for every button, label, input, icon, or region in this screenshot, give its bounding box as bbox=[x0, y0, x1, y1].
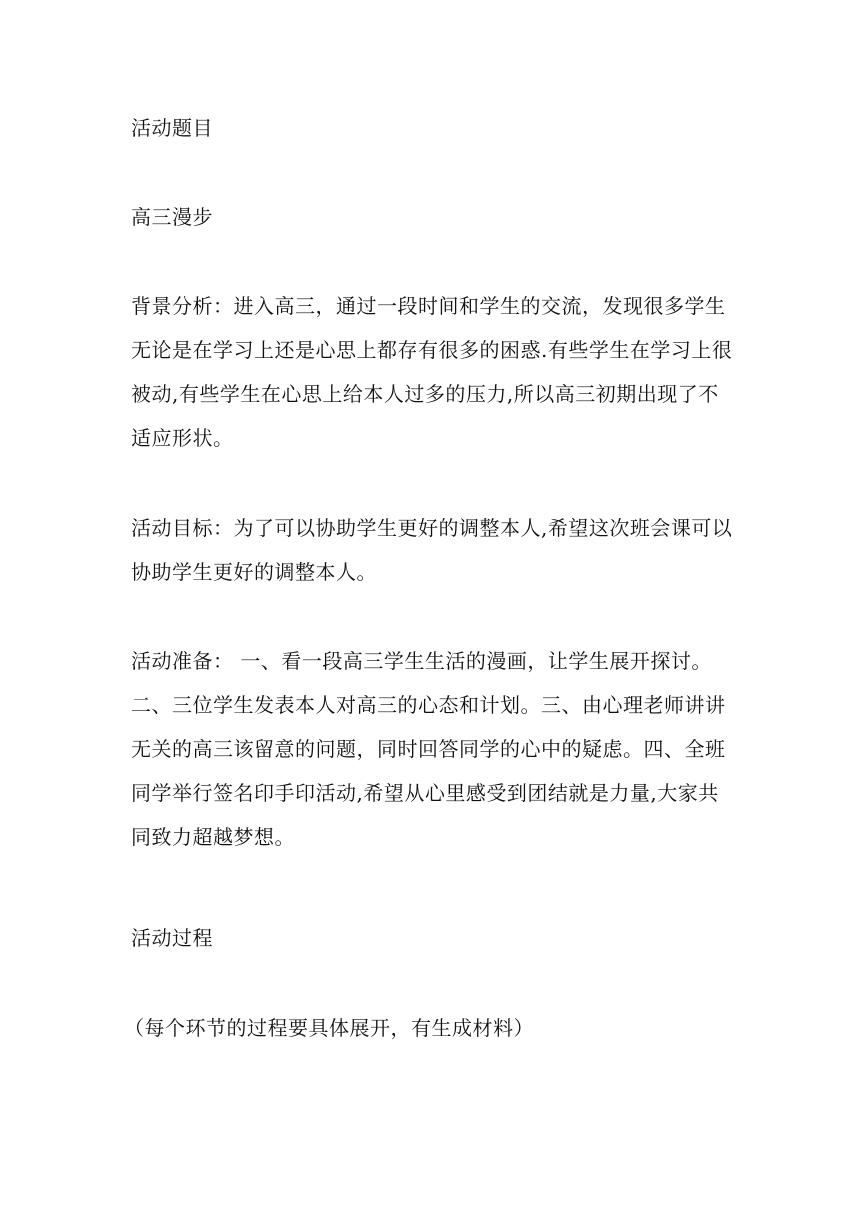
activity-subject: 高三漫步 bbox=[131, 205, 213, 229]
activity-preparation-paragraph: 活动准备： 一、看一段高三学生生活的漫画，让学生展开探讨。二、三位学生发表本人对高三的心态和计划。三、由心理老师讲讲无关的高三该留意的问题，同时回答同学的心中的疑虑。四、全班同学举行签名印手印活动,希望从心里感受到团结就是力量,大家共同致力超越梦想。 bbox=[131, 649, 726, 849]
background-analysis-paragraph: 背景分析：进入高三，通过一段时间和学生的交流，发现很多学生无论是在学习上还是心思上都存有很多的困惑.有些学生在学习上很被动,有些学生在心思上给本人过多的压力,所以高三初期出现了不适应形状。 bbox=[131, 294, 733, 450]
activity-goal-paragraph: 活动目标：为了可以协助学生更好的调整本人,希望这次班会课可以协助学生更好的调整本人。 bbox=[131, 516, 733, 584]
activity-process-heading: 活动过程 bbox=[131, 926, 213, 950]
activity-title-label: 活动题目 bbox=[131, 116, 213, 140]
activity-process-note: （每个环节的过程要具体展开，有生成材料） bbox=[124, 1016, 534, 1040]
